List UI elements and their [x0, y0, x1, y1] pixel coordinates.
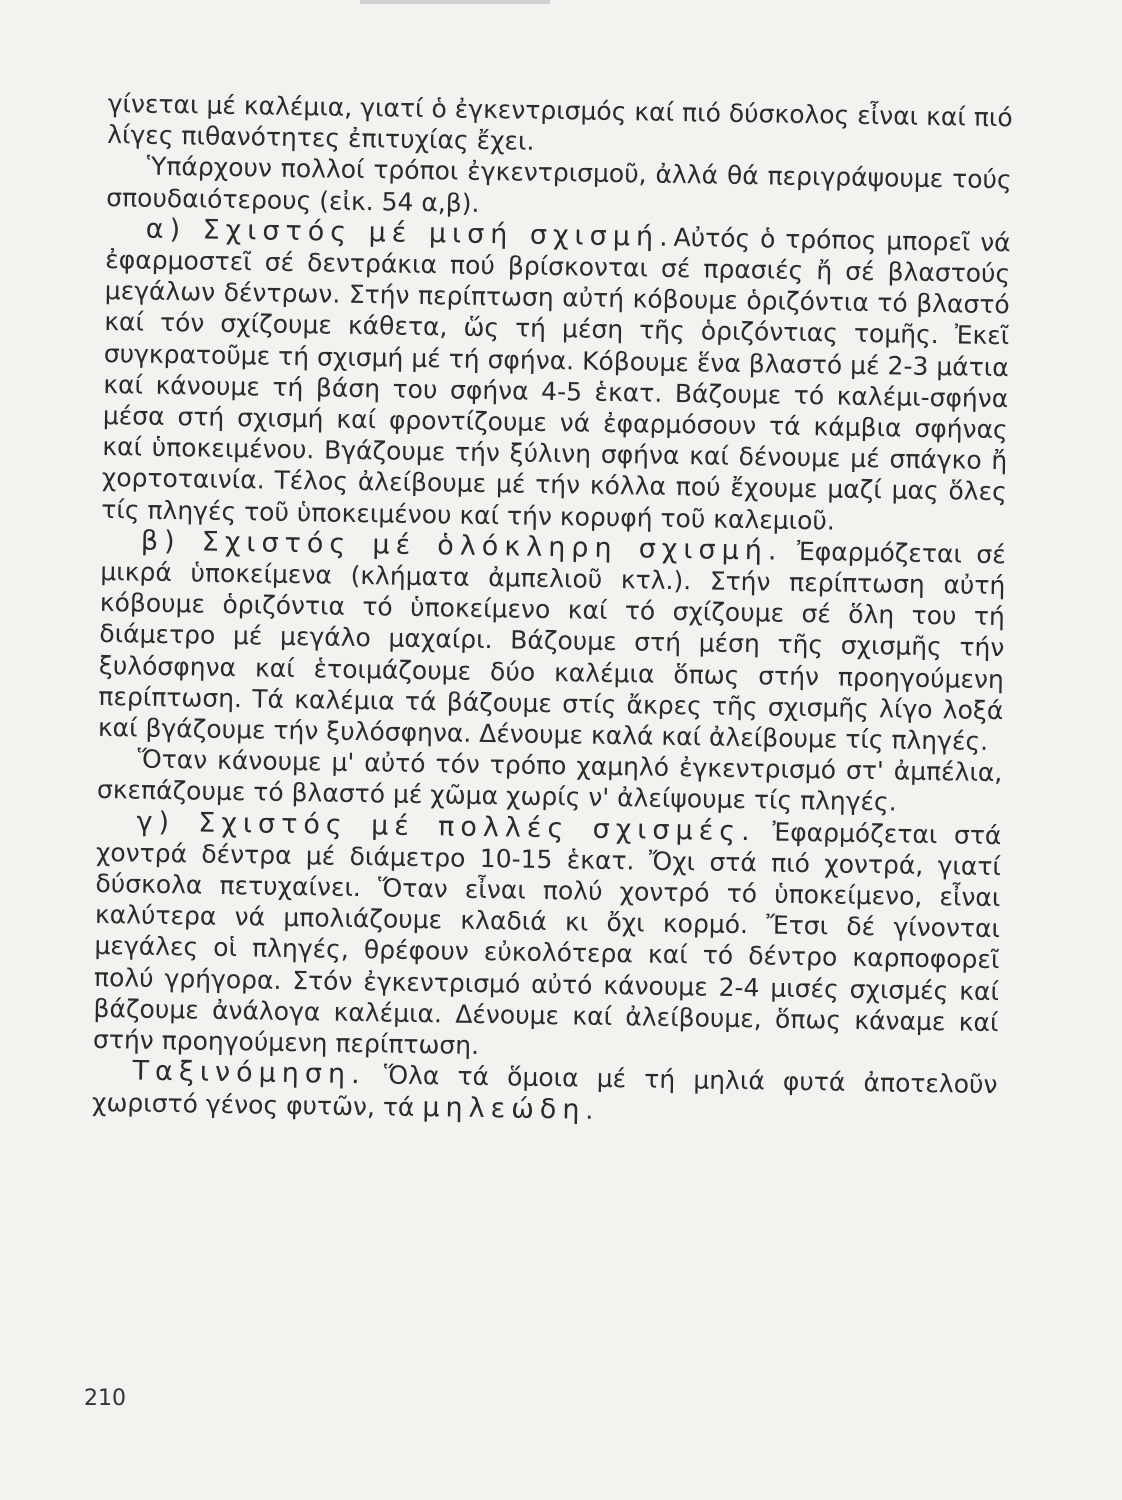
paragraph-text: Ὅταν κάνουμε μ' αὐτό τόν τρόπο χαμηλό ἐγκεντρισμό στ' ἀμπέλια, σκεπάζουμε τό βλαστό μέ χῶμα χωρίς ν' ἀλείψουμε τίς πληγές. [96, 744, 1003, 817]
paragraph-text: Ὅλα τά ὅμοια μέ τή μηλιά φυτά ἀποτελοῦν χωριστό γένος φυτῶν, τά [91, 1060, 998, 1122]
paragraph-text: Ὑπάρχουν πολλοί τρόποι ἐγκεντρισμοῦ, ἀλλά θά περιγράψουμε τούς σπουδαιότερους (εἰκ. 54 α,β). [106, 152, 1012, 218]
section-heading: α) Σχιστός μέ μισή σχισμή. [145, 213, 674, 253]
paragraph-method-a [101, 213, 1011, 539]
top-edge-mark [360, 0, 550, 4]
body-text [92, 88, 1013, 1132]
paragraph-text: Ἐφαρμόζεται σέ μικρά ὑποκείμενα (κλήματα ἀμπελιοῦ κτλ.). Στήν περίπτωση αὐτή κόβουμε ὁριζόντια τό ὑποκείμενο καί τό σχίζουμε σέ ὅλη του τή διάμετρο μέ μεγάλο μαχαίρι. Βάζουμε στή μέση τῆς σχισμῆς τήν ξυλόσφηνα καί ἑτοιμάζουμε δύο καλέμια ὅπως στήν προηγούμενη περίπτωση. Τά καλέμια τά βάζουμε στίς ἄκρες τῆς σχισμῆς λίγο λοξά καί βγάζουμε τήν ξυλόσφηνα. Δένουμε καλά καί ἀλείβουμε τίς πληγές. [97, 536, 1006, 756]
paragraph-classification [92, 1055, 998, 1132]
section-heading: Ταξινόμηση. [132, 1055, 366, 1091]
paragraph-text: Ἐφαρμόζεται στά χοντρά δέντρα μέ διάμετρο 10-15 ἑκατ. Ὄχι στά πιό χοντρά, γιατί δύσκολα πετυχαίνει. Ὅταν εἶναι πολύ χοντρό τό ὑποκείμενο, εἶναι καλύτερα νά μπολιάζουμε κλαδιά κι ὄχι κορμό. Ἔτσι δέ γίνονται μεγάλες οἱ πληγές, θρέφουν εὐκολότερα καί τό δέντρο καρποφορεῖ πολύ γρήγορα. Στόν ἐγκεντρισμό αὐτό κάνουμε 2-4 μισές σχισμές καί βάζουμε ἀνάλογα καλέμια. Δένουμε καί ἀλείβουμε, ὅπως κάναμε καί στήν προηγούμενη περίπτωση. [92, 817, 1002, 1061]
paragraph-text: γίνεται μέ καλέμια, γιατί ὁ ἐγκεντρισμός καί πιό δύσκολος εἶναι καί πιό λίγες πιθανότητες ἐπιτυχίας ἔχει. [107, 88, 1013, 156]
paragraph-method-b [98, 525, 1006, 758]
section-heading: β) Σχιστός μέ ὁλόκληρη σχισμή. [140, 525, 783, 567]
sentence-end: . [585, 1095, 594, 1125]
paragraph-method-c [93, 806, 1002, 1070]
spaced-term: μηλεώδη [422, 1091, 586, 1126]
paragraph-text: Αὐτός ὁ τρόπος μπορεῖ νά ἐφαρμοστεῖ σέ δεντράκια πού βρίσκονται σέ πρασιές ἤ σέ βλαστούς μεγάλων δέντρων. Στήν περίπτωση αὐτή κόβουμε ὁριζόντια τό βλαστό καί τόν σχίζουμε κάθετα, ὥς τή μέση τῆς ὁριζόντιας τομῆς. Ἐκεῖ συγκρατοῦμε τή σχισμή μέ τή σφήνα. Κόβουμε ἕνα βλαστό μέ 2-3 μάτια καί κάνουμε τή βάση του σφήνα 4-5 ἑκατ. Βάζουμε τό καλέμι-σφήνα μέσα στή σχισμή καί φροντίζουμε νά ἐφαρμόσουν τά κάμβια σφήνας καί ὑποκειμένου. Βγάζουμε τήν ξύλινη σφήνα καί δένουμε μέ σπάγκο ἤ χορτοταινία. Τέλος ἀλείβουμε μέ τήν κόλλα πού ἔχουμε μαζί μας ὅλες τίς πληγές τοῦ ὑποκειμένου καί τήν κορυφή τοῦ καλεμιοῦ. [101, 222, 1011, 536]
page-number: 210 [84, 1386, 126, 1411]
section-heading: γ) Σχιστός μέ πολλές σχισμές. [136, 806, 757, 847]
